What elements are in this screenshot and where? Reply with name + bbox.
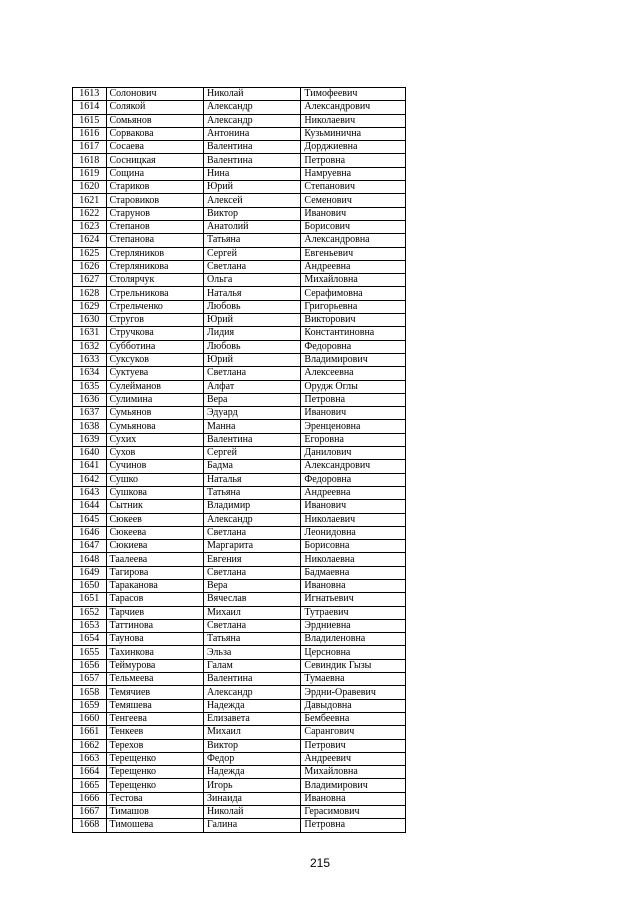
cell-surname: Терехов xyxy=(106,739,203,752)
cell-first: Александр xyxy=(203,513,300,526)
cell-num: 1625 xyxy=(73,247,107,260)
cell-patronymic: Александровна xyxy=(301,234,406,247)
cell-patronymic: Александрович xyxy=(301,460,406,473)
cell-num: 1654 xyxy=(73,633,107,646)
cell-surname: Таттинова xyxy=(106,619,203,632)
cell-surname: Тенгеева xyxy=(106,712,203,725)
cell-patronymic: Севиндик Гызы xyxy=(301,659,406,672)
cell-num: 1645 xyxy=(73,513,107,526)
table-row xyxy=(73,686,406,699)
cell-surname: Тарчиев xyxy=(106,606,203,619)
cell-surname: Теймурова xyxy=(106,659,203,672)
cell-num: 1656 xyxy=(73,659,107,672)
cell-num: 1624 xyxy=(73,234,107,247)
cell-patronymic: Данилович xyxy=(301,447,406,460)
cell-patronymic: Алексеевна xyxy=(301,367,406,380)
table-row xyxy=(73,420,406,433)
cell-patronymic: Эренценовна xyxy=(301,420,406,433)
cell-patronymic: Бембеевна xyxy=(301,712,406,725)
cell-num: 1615 xyxy=(73,114,107,127)
cell-surname: Сомьянов xyxy=(106,114,203,127)
table-row xyxy=(73,699,406,712)
cell-first: Светлана xyxy=(203,526,300,539)
cell-surname: Суксуков xyxy=(106,353,203,366)
table-row xyxy=(73,633,406,646)
table-row xyxy=(73,779,406,792)
cell-surname: Тимашов xyxy=(106,806,203,819)
cell-patronymic: Петровна xyxy=(301,154,406,167)
cell-first: Галам xyxy=(203,659,300,672)
cell-patronymic: Тумаевна xyxy=(301,673,406,686)
cell-patronymic: Давыдовна xyxy=(301,699,406,712)
roster-table-body xyxy=(73,88,406,833)
cell-patronymic: Николаевич xyxy=(301,114,406,127)
cell-surname: Сытник xyxy=(106,500,203,513)
cell-first: Ольга xyxy=(203,274,300,287)
cell-surname: Солонович xyxy=(106,88,203,101)
cell-first: Любовь xyxy=(203,300,300,313)
cell-num: 1616 xyxy=(73,127,107,140)
cell-surname: Тагирова xyxy=(106,566,203,579)
cell-patronymic: Дорджиевна xyxy=(301,141,406,154)
table-row xyxy=(73,500,406,513)
cell-patronymic: Тимофеевич xyxy=(301,88,406,101)
cell-num: 1619 xyxy=(73,167,107,180)
cell-patronymic: Сарангович xyxy=(301,726,406,739)
cell-surname: Стерляников xyxy=(106,247,203,260)
cell-surname: Тараканова xyxy=(106,579,203,592)
table-row xyxy=(73,287,406,300)
cell-first: Надежда xyxy=(203,699,300,712)
cell-surname: Сумьянов xyxy=(106,407,203,420)
cell-num: 1667 xyxy=(73,806,107,819)
cell-surname: Сумьянова xyxy=(106,420,203,433)
cell-surname: Сулимина xyxy=(106,393,203,406)
cell-num: 1652 xyxy=(73,606,107,619)
cell-num: 1662 xyxy=(73,739,107,752)
cell-patronymic: Борисович xyxy=(301,220,406,233)
table-row xyxy=(73,127,406,140)
cell-first: Николай xyxy=(203,806,300,819)
cell-first: Манна xyxy=(203,420,300,433)
cell-surname: Таалеева xyxy=(106,553,203,566)
table-row xyxy=(73,433,406,446)
cell-first: Михаил xyxy=(203,606,300,619)
table-row xyxy=(73,207,406,220)
cell-first: Лидия xyxy=(203,327,300,340)
cell-num: 1653 xyxy=(73,619,107,632)
cell-first: Светлана xyxy=(203,566,300,579)
cell-num: 1650 xyxy=(73,579,107,592)
cell-first: Юрий xyxy=(203,181,300,194)
cell-first: Алфат xyxy=(203,380,300,393)
cell-num: 1641 xyxy=(73,460,107,473)
cell-surname: Стерляникова xyxy=(106,260,203,273)
cell-patronymic: Герасимович xyxy=(301,806,406,819)
cell-patronymic: Петрович xyxy=(301,739,406,752)
table-row xyxy=(73,619,406,632)
table-row xyxy=(73,606,406,619)
cell-surname: Сухов xyxy=(106,447,203,460)
cell-patronymic: Михайловна xyxy=(301,766,406,779)
table-row xyxy=(73,274,406,287)
cell-patronymic: Намруевна xyxy=(301,167,406,180)
cell-num: 1622 xyxy=(73,207,107,220)
cell-first: Федор xyxy=(203,752,300,765)
cell-first: Владимир xyxy=(203,500,300,513)
cell-first: Валентина xyxy=(203,154,300,167)
cell-first: Александр xyxy=(203,101,300,114)
table-row xyxy=(73,819,406,832)
roster-table xyxy=(72,87,406,833)
cell-first: Светлана xyxy=(203,619,300,632)
cell-first: Валентина xyxy=(203,433,300,446)
cell-patronymic: Владимирович xyxy=(301,353,406,366)
cell-first: Вячеслав xyxy=(203,593,300,606)
cell-num: 1666 xyxy=(73,792,107,805)
table-row xyxy=(73,247,406,260)
cell-patronymic: Евгеньевич xyxy=(301,247,406,260)
cell-patronymic: Ивановна xyxy=(301,579,406,592)
table-row xyxy=(73,579,406,592)
cell-surname: Степанова xyxy=(106,234,203,247)
table-row xyxy=(73,447,406,460)
cell-num: 1664 xyxy=(73,766,107,779)
cell-num: 1661 xyxy=(73,726,107,739)
cell-first: Сергей xyxy=(203,447,300,460)
cell-num: 1633 xyxy=(73,353,107,366)
cell-patronymic: Борисовна xyxy=(301,540,406,553)
cell-surname: Сосаева xyxy=(106,141,203,154)
cell-patronymic: Орудж Оглы xyxy=(301,380,406,393)
table-row xyxy=(73,314,406,327)
table-row xyxy=(73,367,406,380)
table-row xyxy=(73,260,406,273)
table-row xyxy=(73,526,406,539)
table-row xyxy=(73,154,406,167)
cell-num: 1651 xyxy=(73,593,107,606)
cell-surname: Стручкова xyxy=(106,327,203,340)
cell-first: Любовь xyxy=(203,340,300,353)
cell-surname: Столярчук xyxy=(106,274,203,287)
cell-first: Эльза xyxy=(203,646,300,659)
cell-first: Татьяна xyxy=(203,486,300,499)
cell-patronymic: Николаевна xyxy=(301,553,406,566)
cell-patronymic: Бадмаевна xyxy=(301,566,406,579)
cell-surname: Сулейманов xyxy=(106,380,203,393)
table-row xyxy=(73,673,406,686)
cell-surname: Сучинов xyxy=(106,460,203,473)
table-row xyxy=(73,513,406,526)
cell-num: 1614 xyxy=(73,101,107,114)
cell-surname: Сушкова xyxy=(106,486,203,499)
cell-patronymic: Константиновна xyxy=(301,327,406,340)
cell-first: Александр xyxy=(203,114,300,127)
cell-surname: Стрельченко xyxy=(106,300,203,313)
cell-first: Нина xyxy=(203,167,300,180)
cell-surname: Степанов xyxy=(106,220,203,233)
table-row xyxy=(73,806,406,819)
table-row xyxy=(73,327,406,340)
table-row xyxy=(73,101,406,114)
table-row xyxy=(73,393,406,406)
cell-surname: Терещенко xyxy=(106,766,203,779)
cell-surname: Сухих xyxy=(106,433,203,446)
cell-num: 1634 xyxy=(73,367,107,380)
cell-first: Евгения xyxy=(203,553,300,566)
cell-first: Анатолий xyxy=(203,220,300,233)
cell-surname: Терещенко xyxy=(106,752,203,765)
cell-num: 1660 xyxy=(73,712,107,725)
cell-num: 1628 xyxy=(73,287,107,300)
cell-first: Виктор xyxy=(203,739,300,752)
cell-num: 1668 xyxy=(73,819,107,832)
cell-num: 1629 xyxy=(73,300,107,313)
cell-first: Бадма xyxy=(203,460,300,473)
cell-surname: Стариков xyxy=(106,181,203,194)
cell-patronymic: Степанович xyxy=(301,181,406,194)
table-row xyxy=(73,88,406,101)
table-row xyxy=(73,340,406,353)
cell-first: Юрий xyxy=(203,314,300,327)
cell-num: 1618 xyxy=(73,154,107,167)
cell-first: Маргарита xyxy=(203,540,300,553)
cell-patronymic: Ивановна xyxy=(301,792,406,805)
table-row xyxy=(73,766,406,779)
table-row xyxy=(73,181,406,194)
cell-first: Галина xyxy=(203,819,300,832)
cell-surname: Старовиков xyxy=(106,194,203,207)
cell-patronymic: Владимирович xyxy=(301,779,406,792)
cell-patronymic: Петровна xyxy=(301,819,406,832)
cell-first: Виктор xyxy=(203,207,300,220)
cell-surname: Сощина xyxy=(106,167,203,180)
cell-first: Михаил xyxy=(203,726,300,739)
cell-num: 1659 xyxy=(73,699,107,712)
table-row xyxy=(73,792,406,805)
cell-num: 1655 xyxy=(73,646,107,659)
table-row xyxy=(73,460,406,473)
cell-surname: Сюкеева xyxy=(106,526,203,539)
cell-num: 1620 xyxy=(73,181,107,194)
cell-first: Николай xyxy=(203,88,300,101)
cell-num: 1617 xyxy=(73,141,107,154)
cell-patronymic: Андреевна xyxy=(301,260,406,273)
cell-patronymic: Владиленовна xyxy=(301,633,406,646)
cell-patronymic: Викторович xyxy=(301,314,406,327)
page-number: 215 xyxy=(309,856,331,870)
cell-num: 1613 xyxy=(73,88,107,101)
cell-surname: Старунов xyxy=(106,207,203,220)
cell-num: 1663 xyxy=(73,752,107,765)
cell-num: 1636 xyxy=(73,393,107,406)
cell-num: 1658 xyxy=(73,686,107,699)
cell-num: 1638 xyxy=(73,420,107,433)
cell-patronymic: Петровна xyxy=(301,393,406,406)
cell-surname: Сушко xyxy=(106,473,203,486)
cell-surname: Тельмеева xyxy=(106,673,203,686)
cell-first: Валентина xyxy=(203,673,300,686)
cell-patronymic: Кузьминична xyxy=(301,127,406,140)
cell-patronymic: Николаевич xyxy=(301,513,406,526)
cell-patronymic: Иванович xyxy=(301,407,406,420)
cell-first: Эдуард xyxy=(203,407,300,420)
cell-num: 1630 xyxy=(73,314,107,327)
cell-patronymic: Серафимовна xyxy=(301,287,406,300)
cell-first: Татьяна xyxy=(203,633,300,646)
cell-surname: Солякой xyxy=(106,101,203,114)
table-row xyxy=(73,752,406,765)
cell-surname: Тимошева xyxy=(106,819,203,832)
cell-patronymic: Андреевна xyxy=(301,486,406,499)
cell-num: 1631 xyxy=(73,327,107,340)
table-row xyxy=(73,114,406,127)
table-row xyxy=(73,167,406,180)
cell-num: 1657 xyxy=(73,673,107,686)
cell-surname: Сорвакова xyxy=(106,127,203,140)
table-row xyxy=(73,712,406,725)
cell-num: 1648 xyxy=(73,553,107,566)
table-row xyxy=(73,300,406,313)
table-row xyxy=(73,553,406,566)
table-row xyxy=(73,353,406,366)
cell-first: Светлана xyxy=(203,367,300,380)
cell-first: Игорь xyxy=(203,779,300,792)
cell-first: Светлана xyxy=(203,260,300,273)
cell-surname: Тестова xyxy=(106,792,203,805)
cell-first: Елизавета xyxy=(203,712,300,725)
cell-surname: Тенкеев xyxy=(106,726,203,739)
cell-num: 1647 xyxy=(73,540,107,553)
cell-patronymic: Семенович xyxy=(301,194,406,207)
cell-num: 1635 xyxy=(73,380,107,393)
cell-first: Вера xyxy=(203,579,300,592)
cell-num: 1644 xyxy=(73,500,107,513)
table-row xyxy=(73,540,406,553)
cell-num: 1646 xyxy=(73,526,107,539)
cell-patronymic: Тутраевич xyxy=(301,606,406,619)
cell-patronymic: Иванович xyxy=(301,500,406,513)
table-row xyxy=(73,234,406,247)
table-row xyxy=(73,659,406,672)
cell-surname: Темяшева xyxy=(106,699,203,712)
table-row xyxy=(73,566,406,579)
cell-surname: Субботина xyxy=(106,340,203,353)
table-row xyxy=(73,473,406,486)
cell-num: 1627 xyxy=(73,274,107,287)
cell-num: 1626 xyxy=(73,260,107,273)
cell-surname: Стругов xyxy=(106,314,203,327)
cell-patronymic: Игнатьевич xyxy=(301,593,406,606)
cell-patronymic: Иванович xyxy=(301,207,406,220)
cell-patronymic: Александрович xyxy=(301,101,406,114)
cell-first: Вера xyxy=(203,393,300,406)
cell-patronymic: Михайловна xyxy=(301,274,406,287)
cell-surname: Тахинкова xyxy=(106,646,203,659)
cell-first: Наталья xyxy=(203,473,300,486)
table-row xyxy=(73,407,406,420)
cell-first: Юрий xyxy=(203,353,300,366)
cell-surname: Сосницкая xyxy=(106,154,203,167)
cell-patronymic: Федоровна xyxy=(301,340,406,353)
cell-first: Валентина xyxy=(203,141,300,154)
table-row xyxy=(73,194,406,207)
table-row xyxy=(73,380,406,393)
cell-num: 1639 xyxy=(73,433,107,446)
cell-surname: Темячиев xyxy=(106,686,203,699)
cell-surname: Стрельникова xyxy=(106,287,203,300)
cell-first: Надежда xyxy=(203,766,300,779)
cell-patronymic: Андреевич xyxy=(301,752,406,765)
cell-patronymic: Григорьевна xyxy=(301,300,406,313)
cell-num: 1649 xyxy=(73,566,107,579)
cell-num: 1643 xyxy=(73,486,107,499)
cell-first: Татьяна xyxy=(203,234,300,247)
cell-surname: Терещенко xyxy=(106,779,203,792)
cell-first: Александр xyxy=(203,686,300,699)
cell-patronymic: Эрдниевна xyxy=(301,619,406,632)
cell-first: Сергей xyxy=(203,247,300,260)
cell-first: Зинаида xyxy=(203,792,300,805)
cell-first: Наталья xyxy=(203,287,300,300)
cell-surname: Суктуева xyxy=(106,367,203,380)
cell-surname: Таунова xyxy=(106,633,203,646)
cell-patronymic: Эрдни-Оравевич xyxy=(301,686,406,699)
cell-num: 1632 xyxy=(73,340,107,353)
table-row xyxy=(73,141,406,154)
table-row xyxy=(73,646,406,659)
cell-surname: Сюкеев xyxy=(106,513,203,526)
cell-num: 1642 xyxy=(73,473,107,486)
cell-patronymic: Церсновна xyxy=(301,646,406,659)
cell-first: Антонина xyxy=(203,127,300,140)
cell-first: Алексей xyxy=(203,194,300,207)
cell-patronymic: Егоровна xyxy=(301,433,406,446)
cell-num: 1623 xyxy=(73,220,107,233)
cell-patronymic: Федоровна xyxy=(301,473,406,486)
cell-surname: Сюкиева xyxy=(106,540,203,553)
table-row xyxy=(73,486,406,499)
table-row xyxy=(73,593,406,606)
cell-num: 1640 xyxy=(73,447,107,460)
table-row xyxy=(73,739,406,752)
cell-num: 1665 xyxy=(73,779,107,792)
cell-num: 1637 xyxy=(73,407,107,420)
cell-patronymic: Леонидовна xyxy=(301,526,406,539)
table-row xyxy=(73,220,406,233)
cell-num: 1621 xyxy=(73,194,107,207)
table-row xyxy=(73,726,406,739)
cell-surname: Тарасов xyxy=(106,593,203,606)
